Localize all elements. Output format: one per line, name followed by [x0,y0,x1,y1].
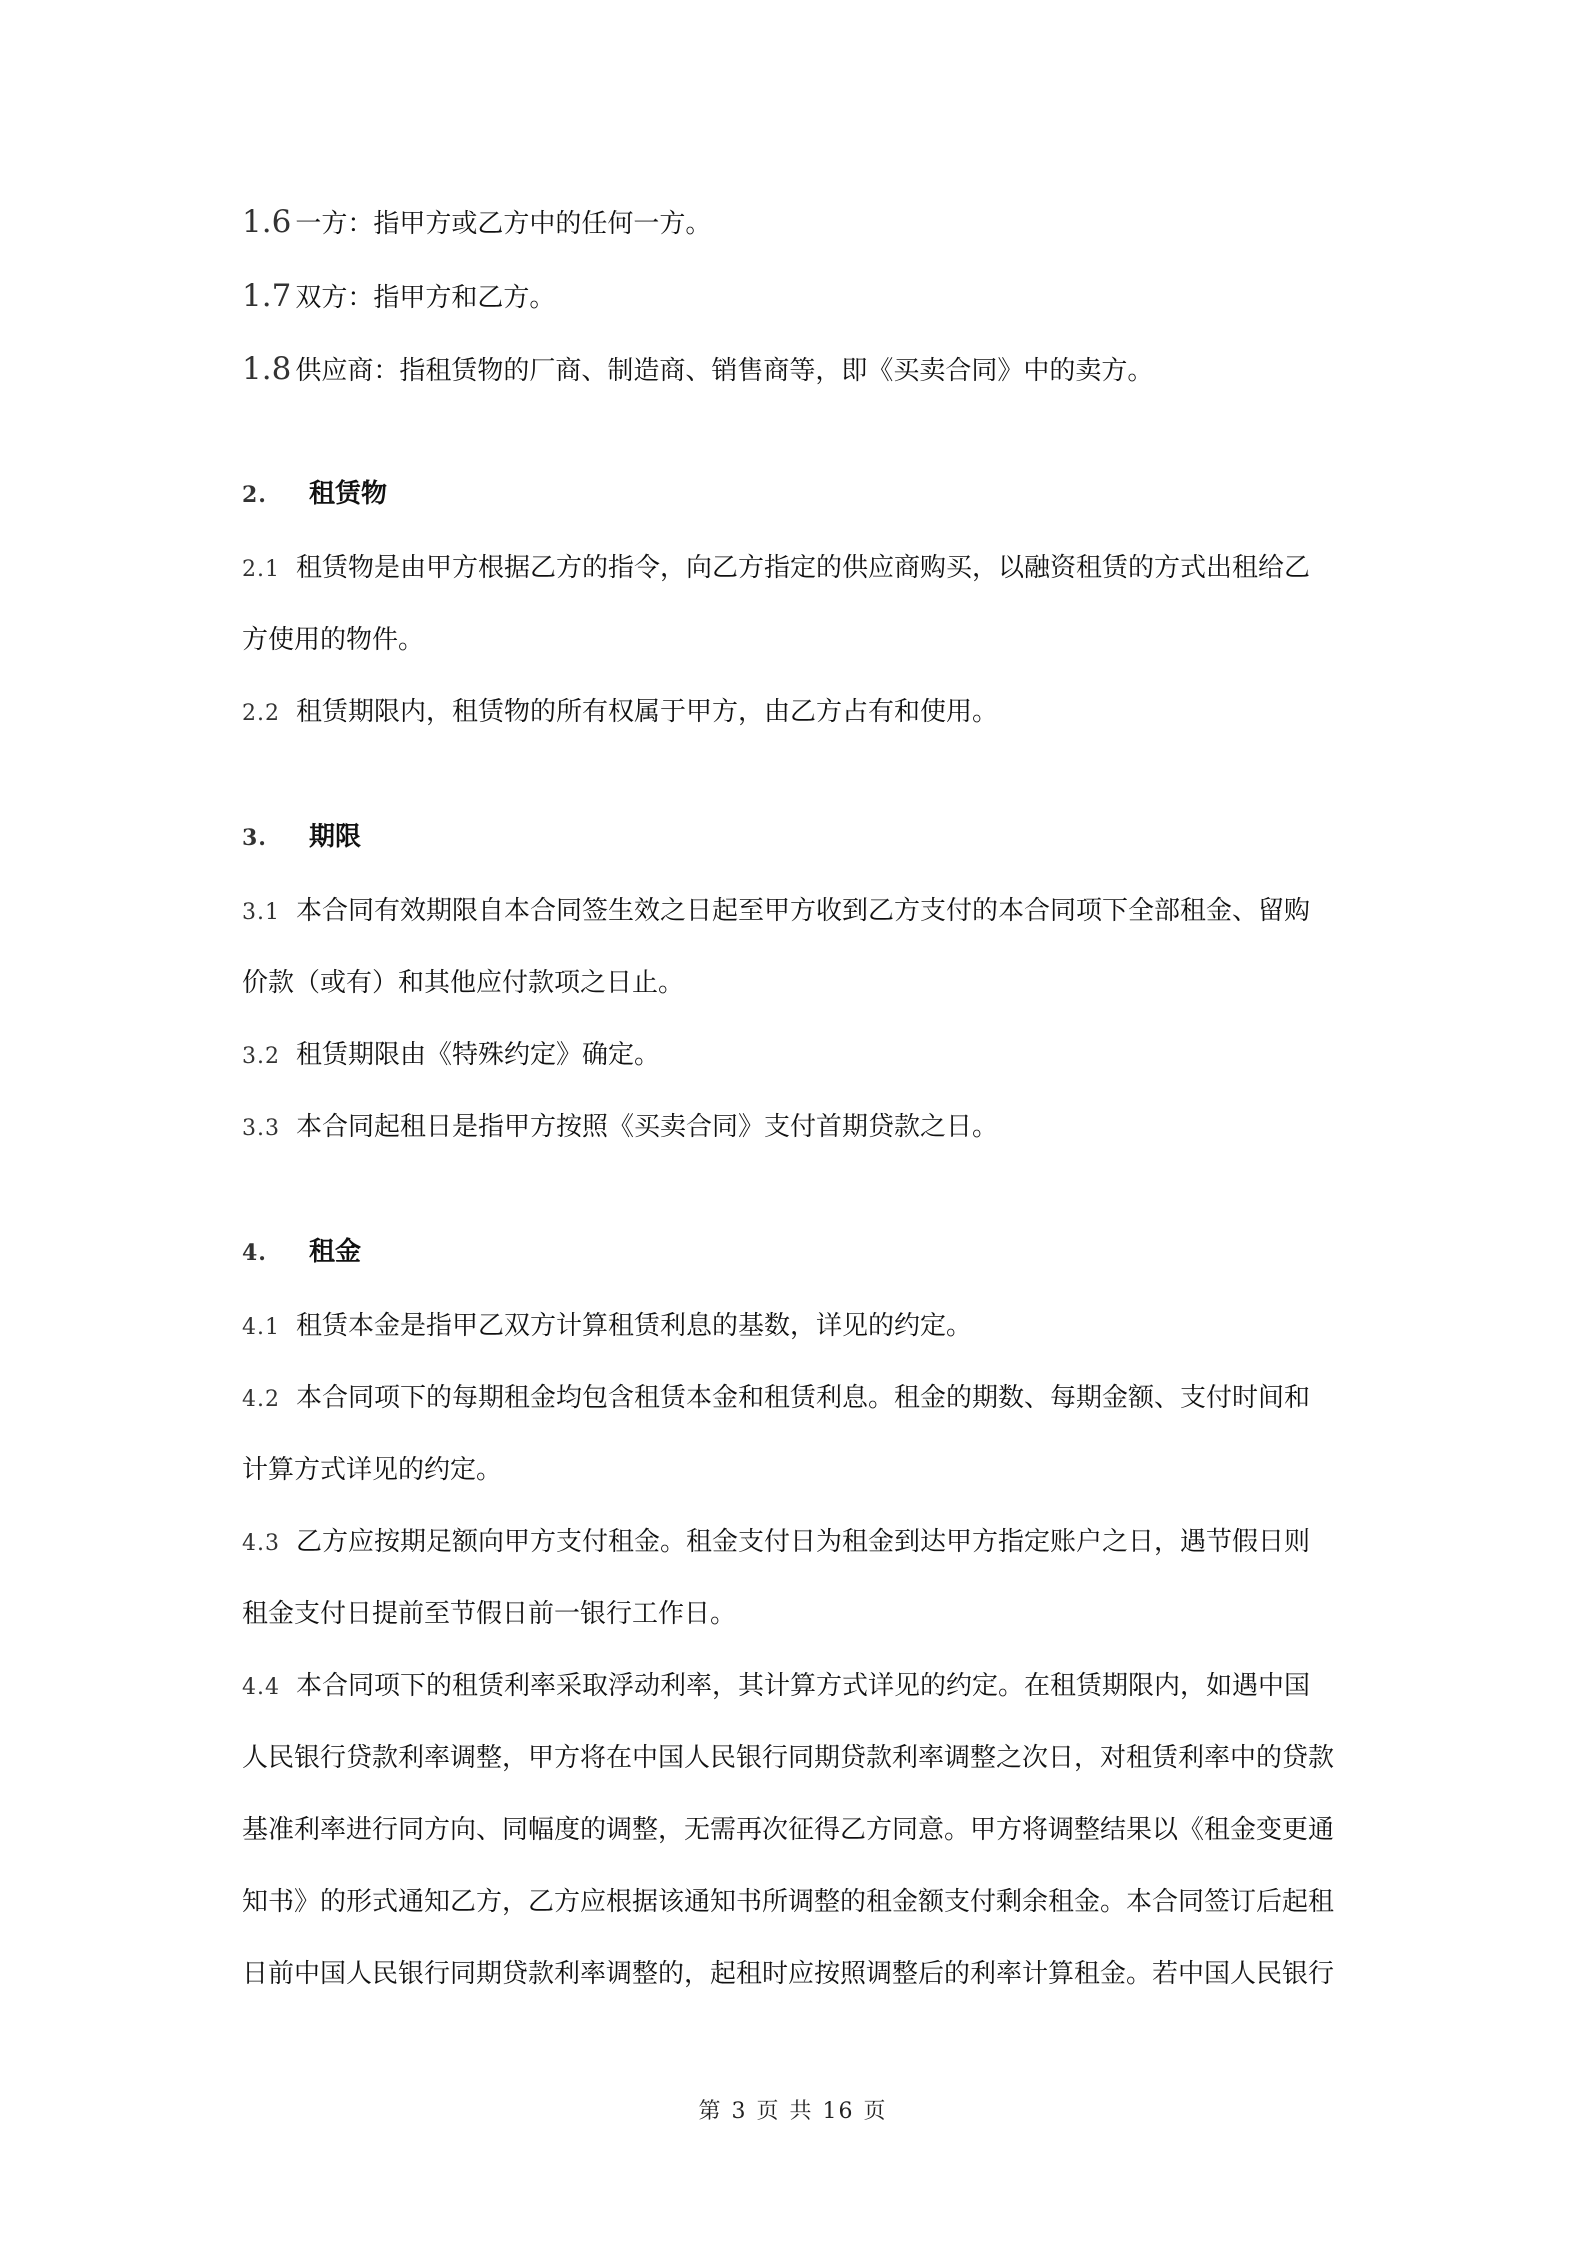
clause-text: 人民银行贷款利率调整，甲方将在中国人民银行同期贷款利率调整之次日，对租赁利率中的贷款 [242,1743,1335,1773]
clause-text: 本合同起租日是指甲方按照《买卖合同》支付首期贷款之日。 [296,1112,999,1142]
clause-number: 3.3 [242,1116,280,1141]
clause-text: 基准利率进行同方向、同幅度的调整，无需再次征得乙方同意。甲方将调整结果以《租金变更通 [242,1815,1335,1845]
clause-2-1 [242,550,1362,586]
clause-1-7 [242,278,1362,314]
section-title: 租赁物 [308,479,387,509]
clause-number: 2.1 [242,557,280,582]
clause-text: 一方：指甲方或乙方中的任何一方。 [295,209,712,239]
clause-number: 1.6 [242,204,292,240]
section-number: 3. [242,825,267,851]
section-heading-4 [242,1234,1362,1270]
clause-text: 租赁期限由《特殊约定》确定。 [296,1040,661,1070]
clause-4-4 [242,1668,1362,1704]
section-title: 期限 [308,822,361,852]
clause-1-6 [242,204,1362,240]
clause-number: 4.2 [242,1387,280,1412]
clause-text: 本合同有效期限自本合同签生效之日起至甲方收到乙方支付的本合同项下全部租金、留购 [296,896,1311,926]
clause-1-8 [242,351,1362,387]
section-number: 4. [242,1240,267,1266]
clause-text: 日前中国人民银行同期贷款利率调整的，起租时应按照调整后的利率计算租金。若中国人民银行 [242,1959,1335,1989]
section-heading-2 [242,476,1362,512]
clause-number: 1.7 [242,278,292,314]
clause-text: 供应商：指租赁物的厂商、制造商、销售商等，即《买卖合同》中的卖方。 [295,356,1154,386]
clause-number: 3.1 [242,900,280,925]
page-footer: 第 3 页 共 16 页 [698,2099,888,2124]
section-heading-3 [242,819,1362,855]
clause-3-3 [242,1109,1362,1145]
clause-4-3-continued [242,1596,1362,1632]
clause-4-4-continued-2 [242,1812,1362,1848]
clause-2-1-continued [242,622,1362,658]
clause-text: 本合同项下的租赁利率采取浮动利率，其计算方式详见的约定。在租赁期限内，如遇中国 [296,1671,1311,1701]
clause-number: 4.3 [242,1531,280,1556]
clause-4-2 [242,1380,1362,1416]
clause-number: 2.2 [242,701,280,726]
clause-3-2 [242,1037,1362,1073]
clause-4-4-continued-1 [242,1740,1362,1776]
clause-text: 租金支付日提前至节假日前一银行工作日。 [242,1599,737,1629]
clause-text: 租赁物是由甲方根据乙方的指令，向乙方指定的供应商购买，以融资租赁的方式出租给乙 [296,553,1311,583]
clause-4-3 [242,1524,1362,1560]
clause-4-1 [242,1308,1362,1344]
clause-text: 租赁期限内，租赁物的所有权属于甲方，由乙方占有和使用。 [296,697,999,727]
clause-number: 1.8 [242,351,292,387]
clause-text: 乙方应按期足额向甲方支付租金。租金支付日为租金到达甲方指定账户之日，遇节假日则 [296,1527,1311,1557]
clause-number: 4.1 [242,1315,280,1340]
section-number: 2. [242,482,267,508]
clause-3-1-continued [242,965,1362,1001]
clause-text: 租赁本金是指甲乙双方计算租赁利息的基数，详见的约定。 [296,1311,973,1341]
clause-text: 计算方式详见的约定。 [242,1455,503,1485]
clause-text: 价款（或有）和其他应付款项之日止。 [242,968,685,998]
clause-text: 本合同项下的每期租金均包含租赁本金和租赁利息。租金的期数、每期金额、支付时间和 [296,1383,1311,1413]
clause-text: 双方：指甲方和乙方。 [295,283,556,313]
clause-3-1 [242,893,1362,929]
clause-2-2 [242,694,1362,730]
clause-4-2-continued [242,1452,1362,1488]
clause-number: 4.4 [242,1675,280,1700]
clause-4-4-continued-4 [242,1956,1362,1992]
clause-number: 3.2 [242,1044,280,1069]
clause-text: 知书》的形式通知乙方，乙方应根据该通知书所调整的租金额支付剩余租金。本合同签订后起租 [242,1887,1335,1917]
section-title: 租金 [308,1237,361,1267]
clause-4-4-continued-3 [242,1884,1362,1920]
clause-text: 方使用的物件。 [242,625,425,655]
